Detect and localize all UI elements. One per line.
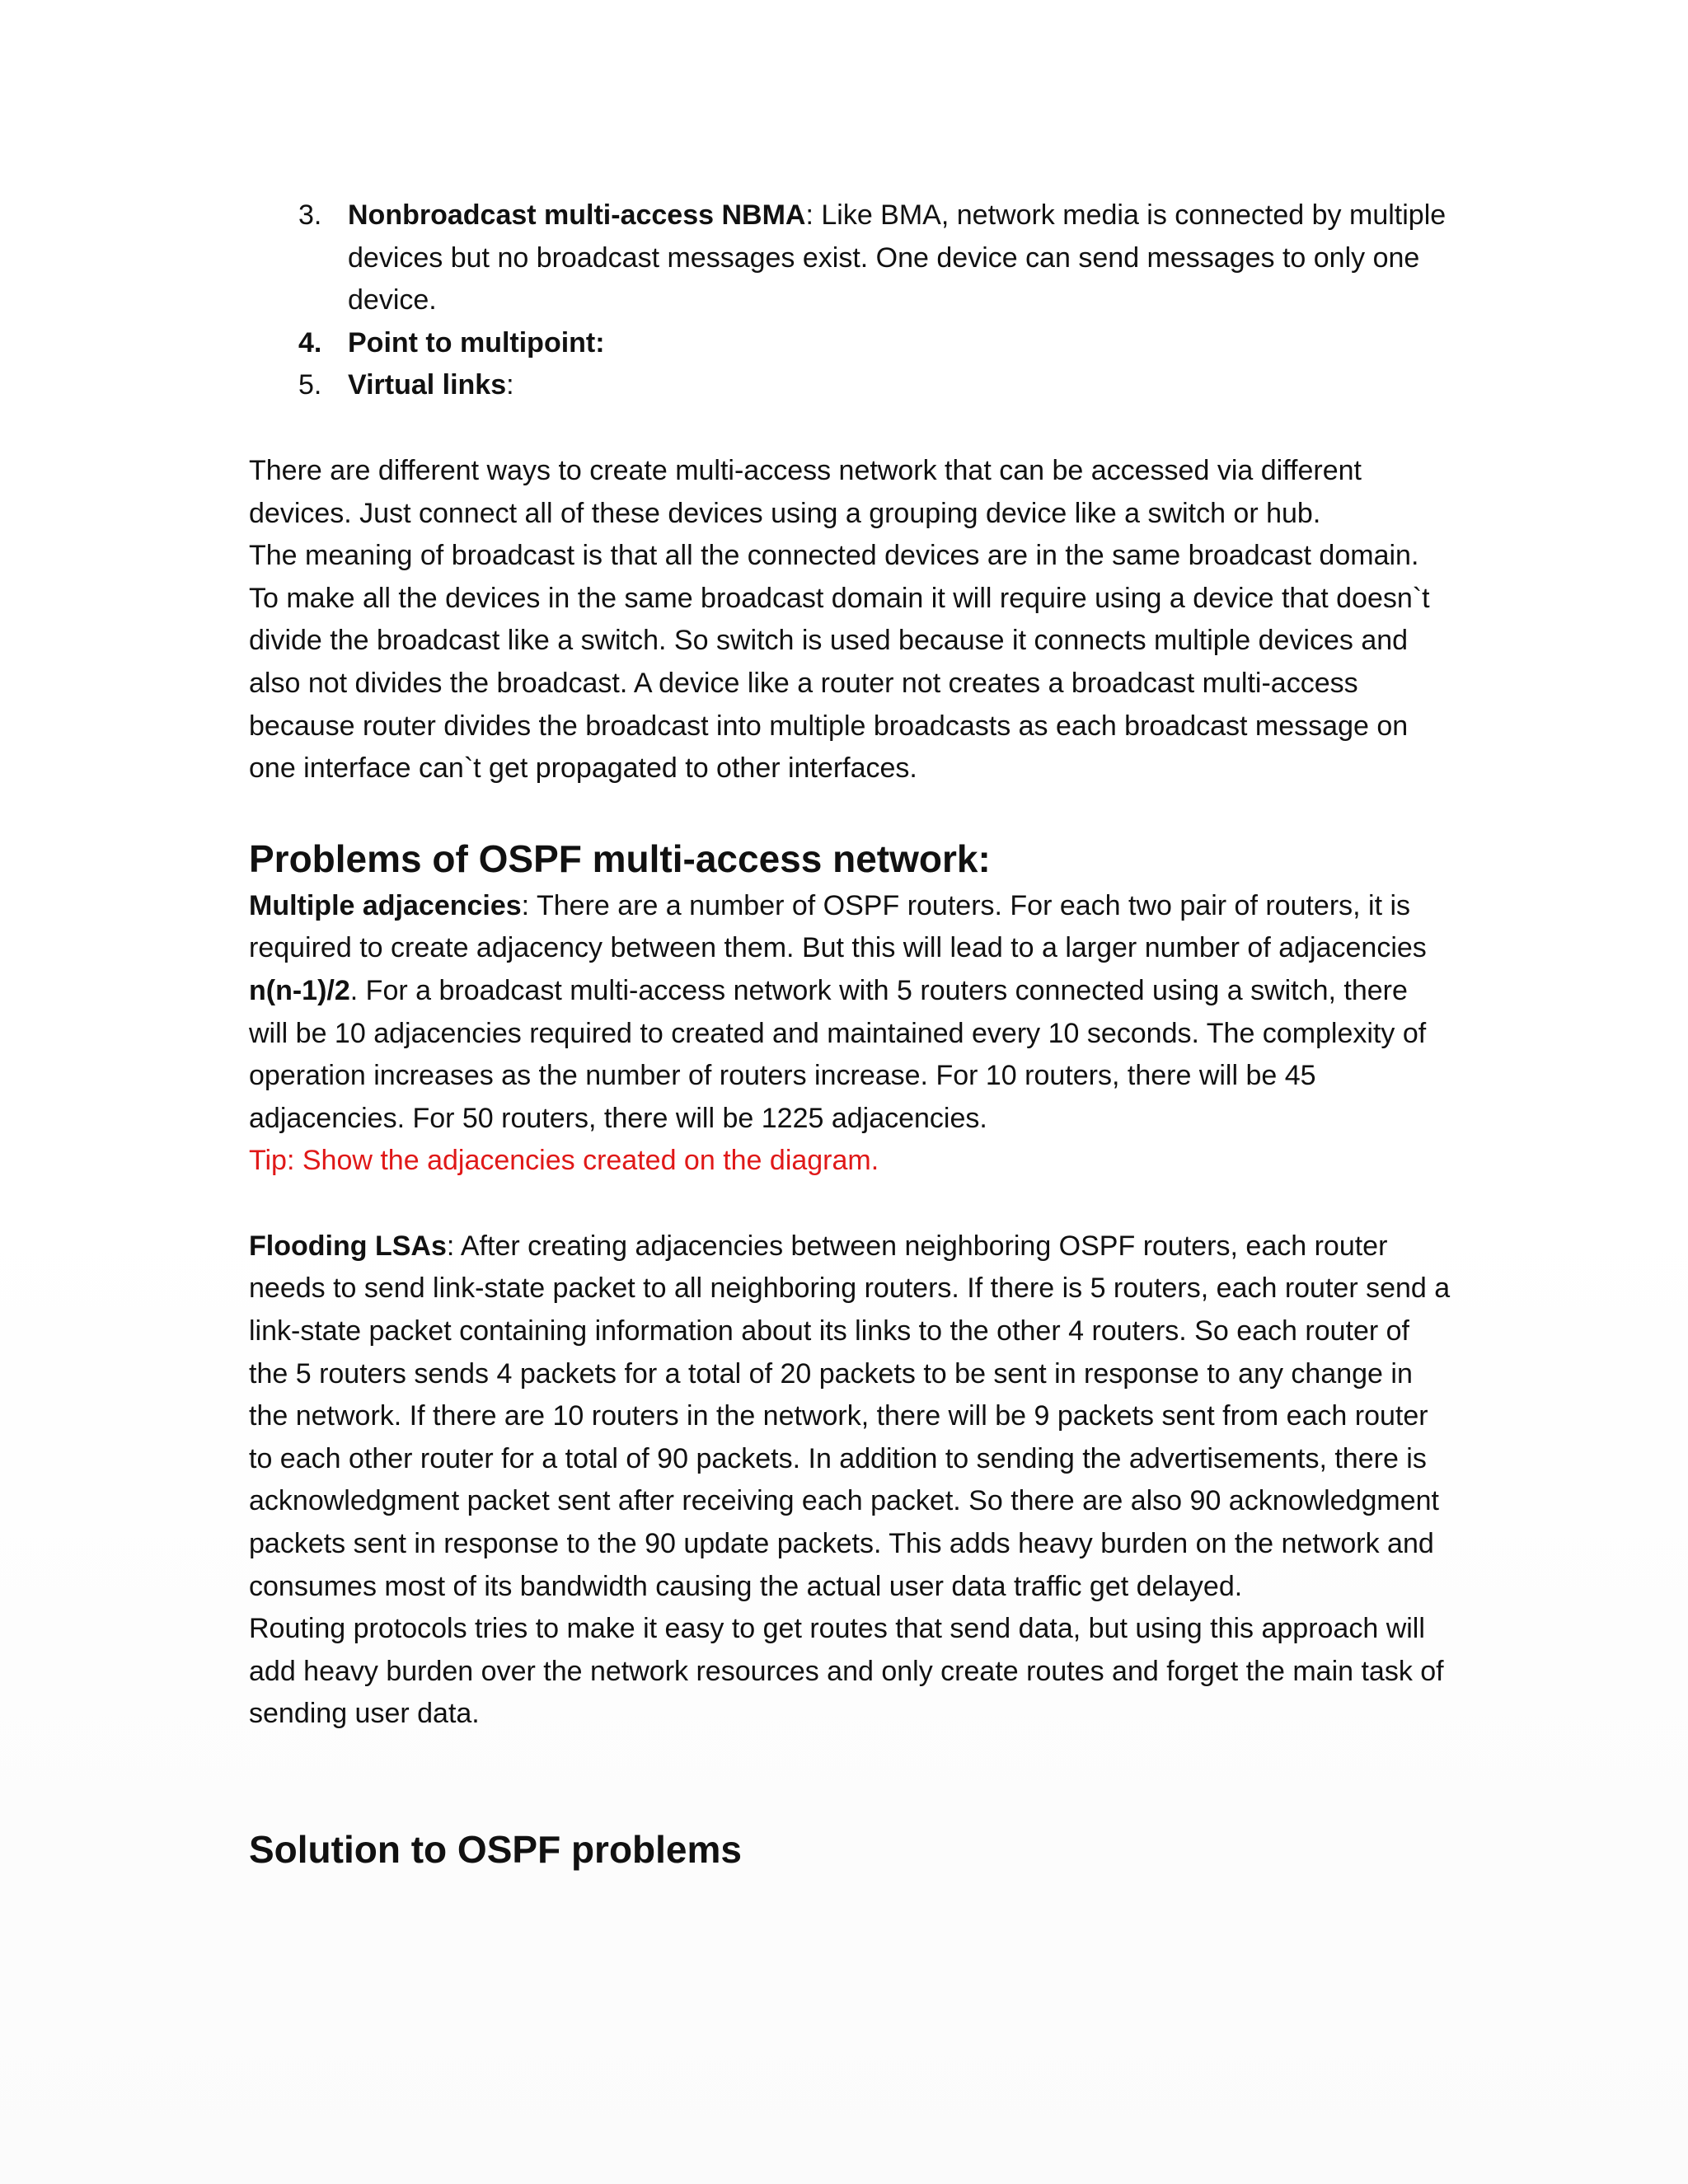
tip-note: Tip: Show the adjacencies created on the diagram.: [249, 1145, 879, 1177]
routing-protocols-paragraph: Routing protocols tries to make it easy to get routes that send data, but using this approach will add heavy burden over the network resources and only create routes and forget the main task of sending user data.: [249, 1613, 1444, 1730]
flooding-text: : After creating adjacencies between neighboring OSPF routers, each router needs to send link-state packet to all neighboring routers. If there is 5 routers, each router send a link-state packet containing information about its links to the other 4 routers. So each router of the 5 routers sends 4 packets for a total of 20 packets to be sent in response to any change in the network. If there are 10 routers in the network, there will be 9 packets sent from each router to each other router for a total of 90 packets. In addition to sending the advertisements, there is acknowledgment packet sent after receiving each packet. So there are also 90 acknowledgment packets sent in response to the 90 update packets. This adds heavy burden on the network and consumes most of its bandwidth causing the actual user data traffic get delayed.: [249, 1230, 1451, 1602]
adjacencies-text-2: . For a broadcast multi-access network with 5 routers connected using a switch, there will be 10 adjacencies required to created and maintained every 10 seconds. The complexity of operation increases as the number of routers increase. For 10 routers, there will be 45 adjacencies. For 50 routers, there will be 1225 adjacencies.: [249, 974, 1427, 1134]
list-number: 4.: [298, 326, 322, 359]
list-term: Point to multipoint:: [348, 326, 605, 359]
solution-heading: Solution to OSPF problems: [249, 1828, 742, 1871]
network-types-list: [249, 194, 1452, 407]
paragraph-gap: [249, 1183, 1452, 1226]
intro-paragraph-2: The meaning of broadcast is that all the connected devices are in the same broadcast domain. To make all the devices in the same broadcast domain it will require using a device that doesn`t divide the broadcast like a switch. So switch is used because it connects multiple devices and also not divides the broadcast. A device like a router not creates a broadcast multi-access because router divides the broadcast into multiple broadcasts as each broadcast message on one interface can`t get propagated to other interfaces.: [249, 540, 1430, 785]
list-term: Nonbroadcast multi-access NBMA: [348, 199, 806, 231]
intro-paragraph-1: There are different ways to create multi-access network that can be accessed via different devices. Just connect all of these devices using a grouping device like a switch or hub.: [249, 454, 1362, 529]
list-item-virtual-links: [249, 364, 1452, 407]
list-text: : Like BMA, network media is connected by multiple devices but no broadcast messages exist. One device can send messages to only one device.: [348, 199, 1447, 316]
list-text: :: [506, 369, 514, 401]
adjacencies-text-1: : There are a number of OSPF routers. For each two pair of routers, it is required to create adjacency between them. But this will lead to a larger number of adjacencies: [249, 889, 1427, 964]
list-item-nbma: [249, 194, 1452, 322]
list-number: 5.: [298, 369, 322, 401]
adjacencies-formula: n(n-1)/2: [249, 974, 350, 1006]
list-term: Virtual links: [348, 369, 507, 401]
flooding-term: Flooding LSAs: [249, 1230, 447, 1262]
list-item-point-to-multipoint: [249, 322, 1452, 365]
adjacencies-term: Multiple adjacencies: [249, 889, 522, 921]
flooding-lsas-paragraph: [249, 1226, 1452, 1608]
multiple-adjacencies-paragraph: [249, 885, 1452, 1141]
list-number: 3.: [298, 199, 322, 231]
document-content: [249, 194, 1452, 1874]
problems-heading: Problems of OSPF multi-access network:: [249, 837, 991, 880]
